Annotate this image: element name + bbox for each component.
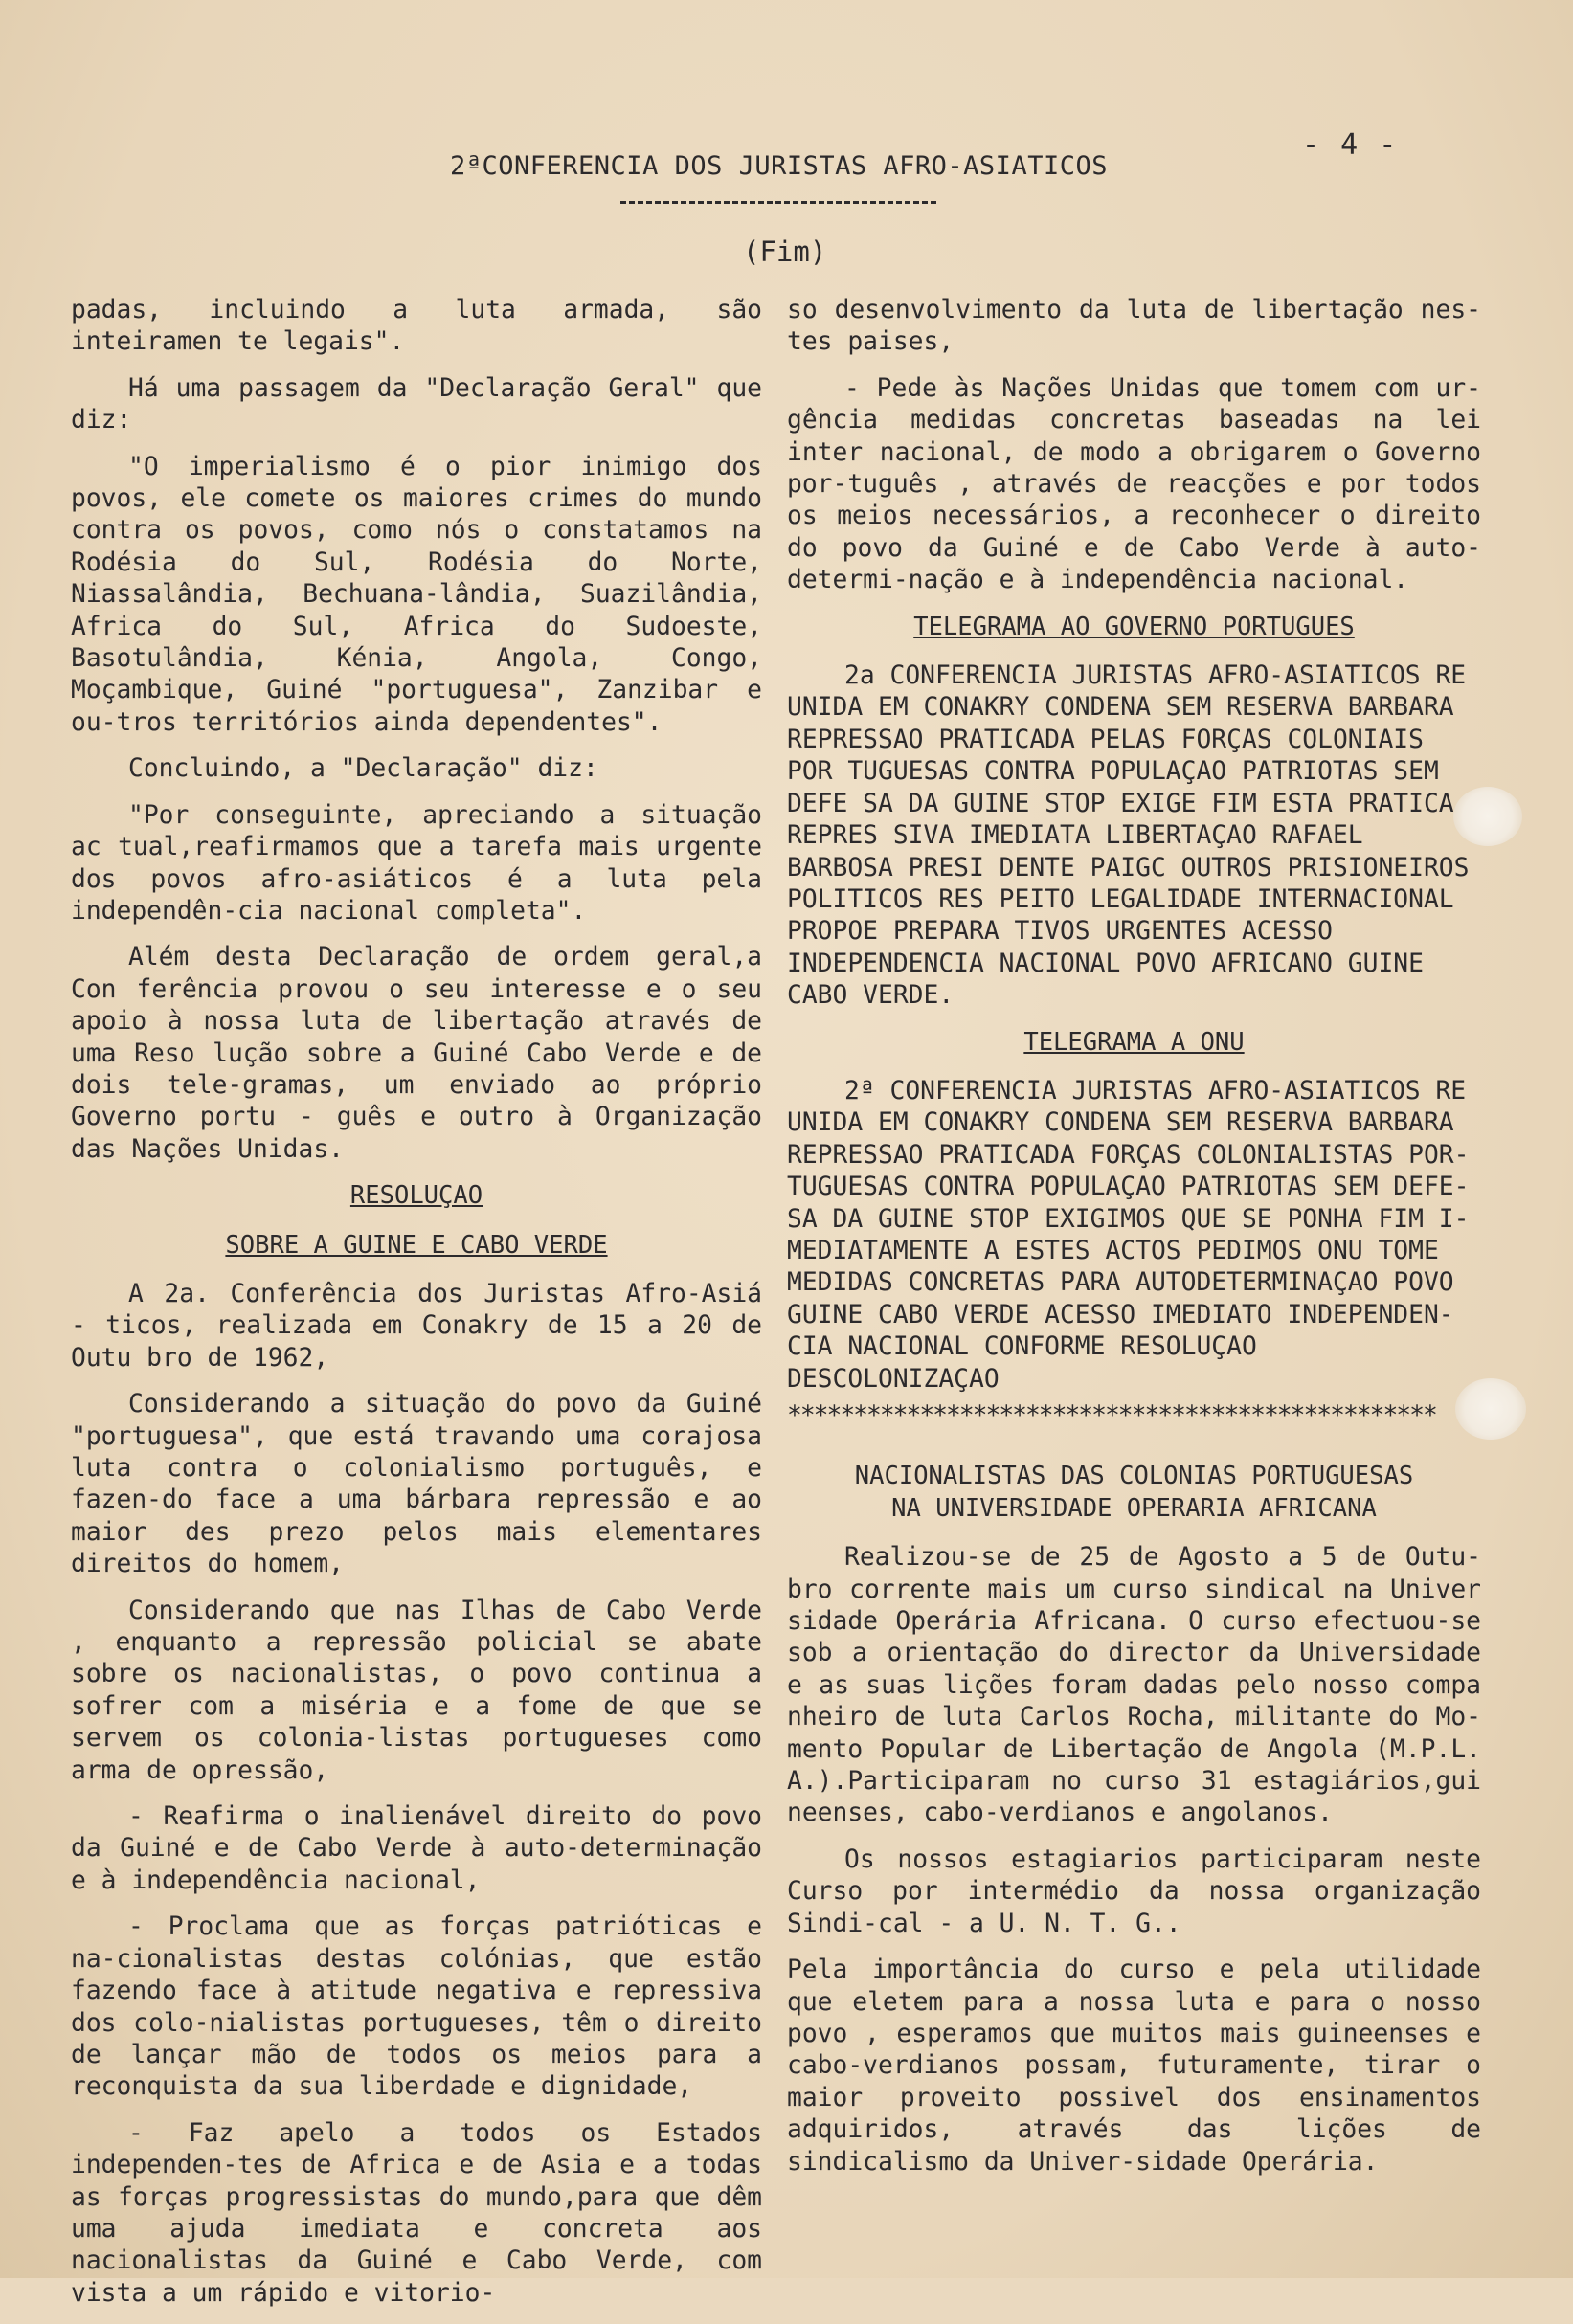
title-underline-rule xyxy=(620,201,936,204)
section-heading: TELEGRAMA A ONU xyxy=(1023,1027,1245,1057)
paragraph: - Pede às Nações Unidas que tomem com ur-gência medidas concretas baseadas na lei inter nacional, de modo a obrigarem o Governo por-tuguês , através de reacções e por todos os meios necessários, a reconhecer o direito do povo da Guiné e de Cabo Verde à auto-determi-nação e à independência nacional. xyxy=(787,373,1481,595)
paragraph: "Por conseguinte, apreciando a situação ac tual,reafirmamos que a tarefa mais urgente dos povos afro-asiáticos é a luta pela independên-cia nacional completa". xyxy=(71,800,762,926)
paragraph: Considerando que nas Ilhas de Cabo Verde , enquanto a repressão policial se abate sobre os nacionalistas, o povo continua a sofrer com a miséria e a fome de que se servem os colonia-listas portugueses como arma de opressão, xyxy=(71,1596,762,1785)
paragraph: Além desta Declaração de ordem geral,a Con ferência provou o seu interesse e o seu apoio à nossa luta de libertação através de uma Reso lução sobre a Guiné Cabo Verde e de dois tele-gramas, um enviado ao próprio Governo portu - guês e outro à Organização das Nações Unidas. xyxy=(71,943,762,1164)
paragraph: so desenvolvimento da luta de libertação nes-tes paises, xyxy=(787,296,1481,357)
paragraph: Realizou-se de 25 de Agosto a 5 de Outu-bro corrente mais um curso sindical na Univer sidade Operária Africana. O curso efectuou-se sob a orientação do director da Universidade e as suas lições foram dadas pelo nosso compa nheiro de luta Carlos Rocha, militante do Mo-mento Popular de Libertação de Angola (M.P.L. A.).Participaram no curso 31 estagiários,gui neenses, cabo-verdianos e angolanos. xyxy=(787,1543,1481,1828)
telegram-text: 2a CONFERENCIA JURISTAS AFRO-ASIATICOS RE UNIDA EM CONAKRY CONDENA SEM RESERVA BARBARA REPRESSAO PRATICADA PELAS FORÇAS COLONIAIS POR TUGUESAS CONTRA POPULAÇAO PATRIOTAS SEM DEFE SA DA GUINE STOP EXIGE FIM ESTA PRATICA REPRES SIVA IMEDIATA LIBERTAÇAO RAFAEL BARBOSA PRESI DENTE PAIGC OUTROS PRISIONEIROS POLITICOS RES PEITO LEGALIDADE INTERNACIONAL PROPOE PREPARA TIVOS URGENTES ACESSO INDEPENDENCIA NACIONAL POVO AFRICANO GUINE CABO VERDE. xyxy=(787,661,1470,1011)
section-heading: TELEGRAMA AO GOVERNO PORTUGUES xyxy=(913,612,1355,641)
star-separator: ************************************************* xyxy=(787,1401,1436,1430)
paragraph: - Reafirma o inalienável direito do povo da Guiné e de Cabo Verde à auto-determinação e à independência nacional, xyxy=(71,1802,762,1895)
page-subtitle: (Fim) xyxy=(743,235,827,268)
section-heading: SOBRE A GUINE E CABO VERDE xyxy=(225,1230,608,1260)
paragraph: - Proclama que as forças patrióticas e na-cionalistas destas colónias, que estão fazendo face à atitude negativa e repressiva dos colo-nialistas portugueses, têm o direito de lançar mão de todos os meios para a reconquista da sua liberdade e dignidade, xyxy=(71,1912,762,2102)
paragraph: Concluindo, a "Declaração" diz: xyxy=(128,754,598,784)
paragraph: A 2a. Conferência dos Juristas Afro-Asiá - ticos, realizada em Conakry de 15 a 20 de Outu bro de 1962, xyxy=(71,1279,762,1373)
page-title: 2ªCONFERENCIA DOS JURISTAS AFRO-ASIATICOS xyxy=(450,151,1108,181)
section-heading: NACIONALISTAS DAS COLONIAS PORTUGUESAS NA UNIVERSIDADE OPERARIA AFRICANA xyxy=(854,1462,1414,1523)
paragraph: - Faz apelo a todos os Estados independen-tes de Africa e de Asia e a todas as forças progressistas do mundo,para que dêm uma ajuda imediata e concreta aos nacionalistas da Guiné e Cabo Verde, com vista a um rápido e vitorio- xyxy=(71,2118,762,2308)
paragraph: "O imperialismo é o pior inimigo dos povos, ele comete os maiores crimes do mundo contra os povos, como nós o constatamos na Rodésia do Sul, Rodésia do Norte, Niassalândia, Bechuana-lândia, Suazilândia, Africa do Sul, Africa do Sudoeste, Basotulândia, Kénia, Angola, Congo, Moçambique, Guiné "portuguesa", Zanzibar e ou-tros territórios ainda dependentes". xyxy=(71,452,762,737)
section-heading: RESOLUÇAO xyxy=(349,1181,483,1211)
left-column xyxy=(71,295,762,2324)
right-column xyxy=(787,295,1481,2193)
paragraph: Pela importância do curso e pela utilidade que eletem para a nossa luta e para o nosso povo , esperamos que muitos mais guineenses e cabo-verdianos possam, futuramente, tirar o maior proveito possivel dos ensinamentos adquiridos, através das lições de sindicalismo da Univer-sidade Operária. xyxy=(787,1955,1481,2177)
punch-hole xyxy=(1453,787,1522,846)
paragraph: Há uma passagem da "Declaração Geral" que diz: xyxy=(71,373,762,436)
punch-hole xyxy=(1455,1378,1526,1440)
paragraph: padas, incluindo a luta armada, são inteiramen te legais". xyxy=(71,296,762,357)
paragraph: Considerando a situação do povo da Guiné "portuguesa", que está travando uma corajosa luta contra o colonialismo português, e fazen-do face a uma bárbara repressão e ao maior des prezo pelos mais elementares direitos do homem, xyxy=(71,1390,762,1579)
page-number: - 4 - xyxy=(1302,128,1399,162)
paragraph: Os nossos estagiarios participaram neste Curso por intermédio da nossa organização Sindi-cal - a U. N. T. G.. xyxy=(787,1844,1481,1938)
telegram-text: 2ª CONFERENCIA JURISTAS AFRO-ASIATICOS RE UNIDA EM CONAKRY CONDENA SEM RESERVA BARBARA REPRESSAO PRATICADA FORÇAS COLONIALISTAS POR-TUGUESAS CONTRA POPULAÇAO PATRIOTAS SEM DEFE-SA DA GUINE STOP EXIGIMOS QUE SE PONHA FIM I-MEDIATAMENTE A ESTES ACTOS PEDIMOS ONU TOME MEDIDAS CONCRETAS PARA AUTODETERMINAÇAO POVO GUINE CABO VERDE ACESSO IMEDIATO INDEPENDEN-CIA NACIONAL CONFORME RESOLUÇAO DESCOLONIZAÇAO xyxy=(787,1076,1470,1394)
